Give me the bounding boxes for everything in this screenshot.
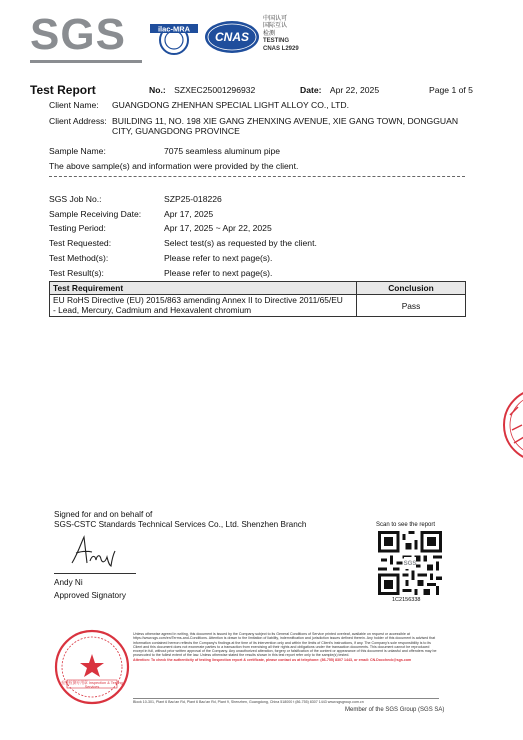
table-header-row [50, 282, 466, 295]
provided-note: The above sample(s) and information were provided by the client. [49, 161, 299, 171]
signatory-name: Andy Ni [54, 578, 83, 587]
col-requirement: Test Requirement [50, 282, 357, 295]
detail-label: Test Method(s): [49, 253, 109, 263]
signatory-company: SGS-CSTC Standards Technical Services Co., Ltd. Shenzhen Branch [54, 520, 307, 529]
ilac-label: ilac-MRA [157, 24, 191, 34]
client-address-line1: BUILDING 11, NO. 198 XIE GANG ZHENXING AVENUE, XIE GANG TOWN, DONGGUAN [112, 116, 459, 126]
legal-disclaimer [133, 632, 439, 662]
cnas-label: CNAS [214, 30, 250, 44]
detail-value: Please refer to next page(s). [164, 253, 273, 263]
qr-caption: Scan to see the report [376, 522, 436, 528]
report-no-label: No.: [149, 85, 166, 95]
cnas-cn-line: 中国认可 [263, 16, 288, 22]
detail-value: Please refer to next page(s). [164, 268, 273, 278]
disclaimer-text: Unless otherwise agreed in writing, this document is issued by the Company subject to its General Conditions of Service printed overleaf, available on request or accessible at https://www.sgs.com/en/Terms-and-Conditions. Attention is drawn to the limitation of liability, indemnification and jurisdiction issues defined therein. Any holder of this document is advised that information contained hereon reflects the Company's findings at the time of its intervention only and within the limits of Client's instructions, if any. The Company's sole responsibility is to its Client and this document does not exonerate parties to a transaction from exercising all their rights and obligations under the transaction documents. This document cannot be reproduced except in full, without prior written approval of the Company. Any unauthorized alteration, forgery or falsification of the content or appearance of this document is unlawful and offenders may be prosecuted to the fullest extent of the law. Unless otherwise stated the results shown in this test report refer only to the sample(s) tested. [133, 632, 437, 658]
client-name: GUANGDONG ZHENHAN SPECIAL LIGHT ALLOY CO., LTD. [112, 100, 350, 110]
inspection-stamp [53, 628, 131, 706]
detail-value: Select test(s) as requested by the client. [164, 238, 317, 248]
report-date-label: Date: [300, 85, 322, 95]
detail-label: Sample Receiving Date: [49, 209, 142, 219]
logo-underline [30, 60, 142, 63]
sgs-logo: SGS [30, 10, 126, 59]
signatory-role: Approved Signatory [54, 591, 126, 600]
report-no-value: SZXEC25001296932 [174, 85, 256, 95]
qr-brand: SGS [403, 560, 417, 568]
conclusion-cell: Pass [357, 295, 466, 317]
cnas-cn-line: 国际互认 [263, 23, 288, 30]
sample-name: 7075 seamless aluminum pipe [164, 146, 281, 156]
sgs-member-note: Member of the SGS Group (SGS SA) [345, 707, 445, 713]
client-name-label: Client Name: [49, 100, 99, 110]
report-title: Test Report [30, 83, 96, 97]
company-seal-right [500, 385, 523, 465]
detail-label: Test Requested: [49, 238, 112, 248]
cnas-number: CNAS L2929 [263, 45, 299, 52]
requirement-line1: EU RoHS Directive (EU) 2015/863 amending Annex II to Directive 2011/65/EU [53, 295, 343, 305]
signature-line [54, 573, 136, 574]
cnas-testing: TESTING [263, 38, 290, 45]
detail-value: SZP25-018226 [164, 194, 222, 204]
report-date [300, 85, 379, 95]
page-indicator: Page 1 of 5 [429, 85, 473, 95]
footer-divider [133, 698, 439, 699]
client-address-label: Client Address: [49, 116, 107, 126]
detail-label: Test Result(s): [49, 268, 104, 278]
report-number [149, 85, 255, 95]
client-address-line2: CITY, GUANGDONG PROVINCE [112, 126, 240, 136]
cnas-logo [204, 18, 260, 56]
detail-label: SGS Job No.: [49, 194, 102, 204]
attention-text: Attention: To check the authenticity of testing /inspection report & certificate, please contact us at telephone: (86-755) 8307 1443, or email: CN.Doccheck@sgs.com [133, 657, 412, 662]
signed-on-behalf: Signed for and on behalf of [54, 510, 153, 519]
detail-label: Testing Period: [49, 223, 106, 233]
detail-value: Apr 17, 2025 ~ Apr 22, 2025 [164, 223, 272, 233]
cnas-cn-line: 检测 [263, 30, 276, 37]
report-date-value: Apr 22, 2025 [329, 85, 380, 95]
footer-address: Block 10-301, Plant 6 Bao'an Rd, Plant 6 Bao'an Rd, Plant 9, Shenzhen, Guangdong, China 518000 t (86-755) 8307 1443 www.sgsgroup.com.cn [133, 700, 364, 704]
requirement-line2: - Lead, Mercury, Cadmium and Hexavalent chromium [53, 304, 252, 315]
requirement-cell [50, 295, 357, 317]
ilac-mra-logo [150, 18, 198, 56]
sample-name-label: Sample Name: [49, 146, 106, 156]
requirements-table [49, 281, 466, 317]
divider [49, 176, 465, 177]
cnas-accreditation-text [263, 16, 299, 53]
stamp-text: 检验检测专用章 Inspection & Testing Services [61, 681, 123, 690]
detail-value: Apr 17, 2025 [164, 209, 214, 219]
qr-code-number: 1C2156338 [392, 597, 421, 603]
col-conclusion: Conclusion [357, 282, 466, 295]
qr-code-icon[interactable] [378, 531, 442, 595]
signature-image [68, 533, 118, 569]
table-row [50, 295, 466, 317]
